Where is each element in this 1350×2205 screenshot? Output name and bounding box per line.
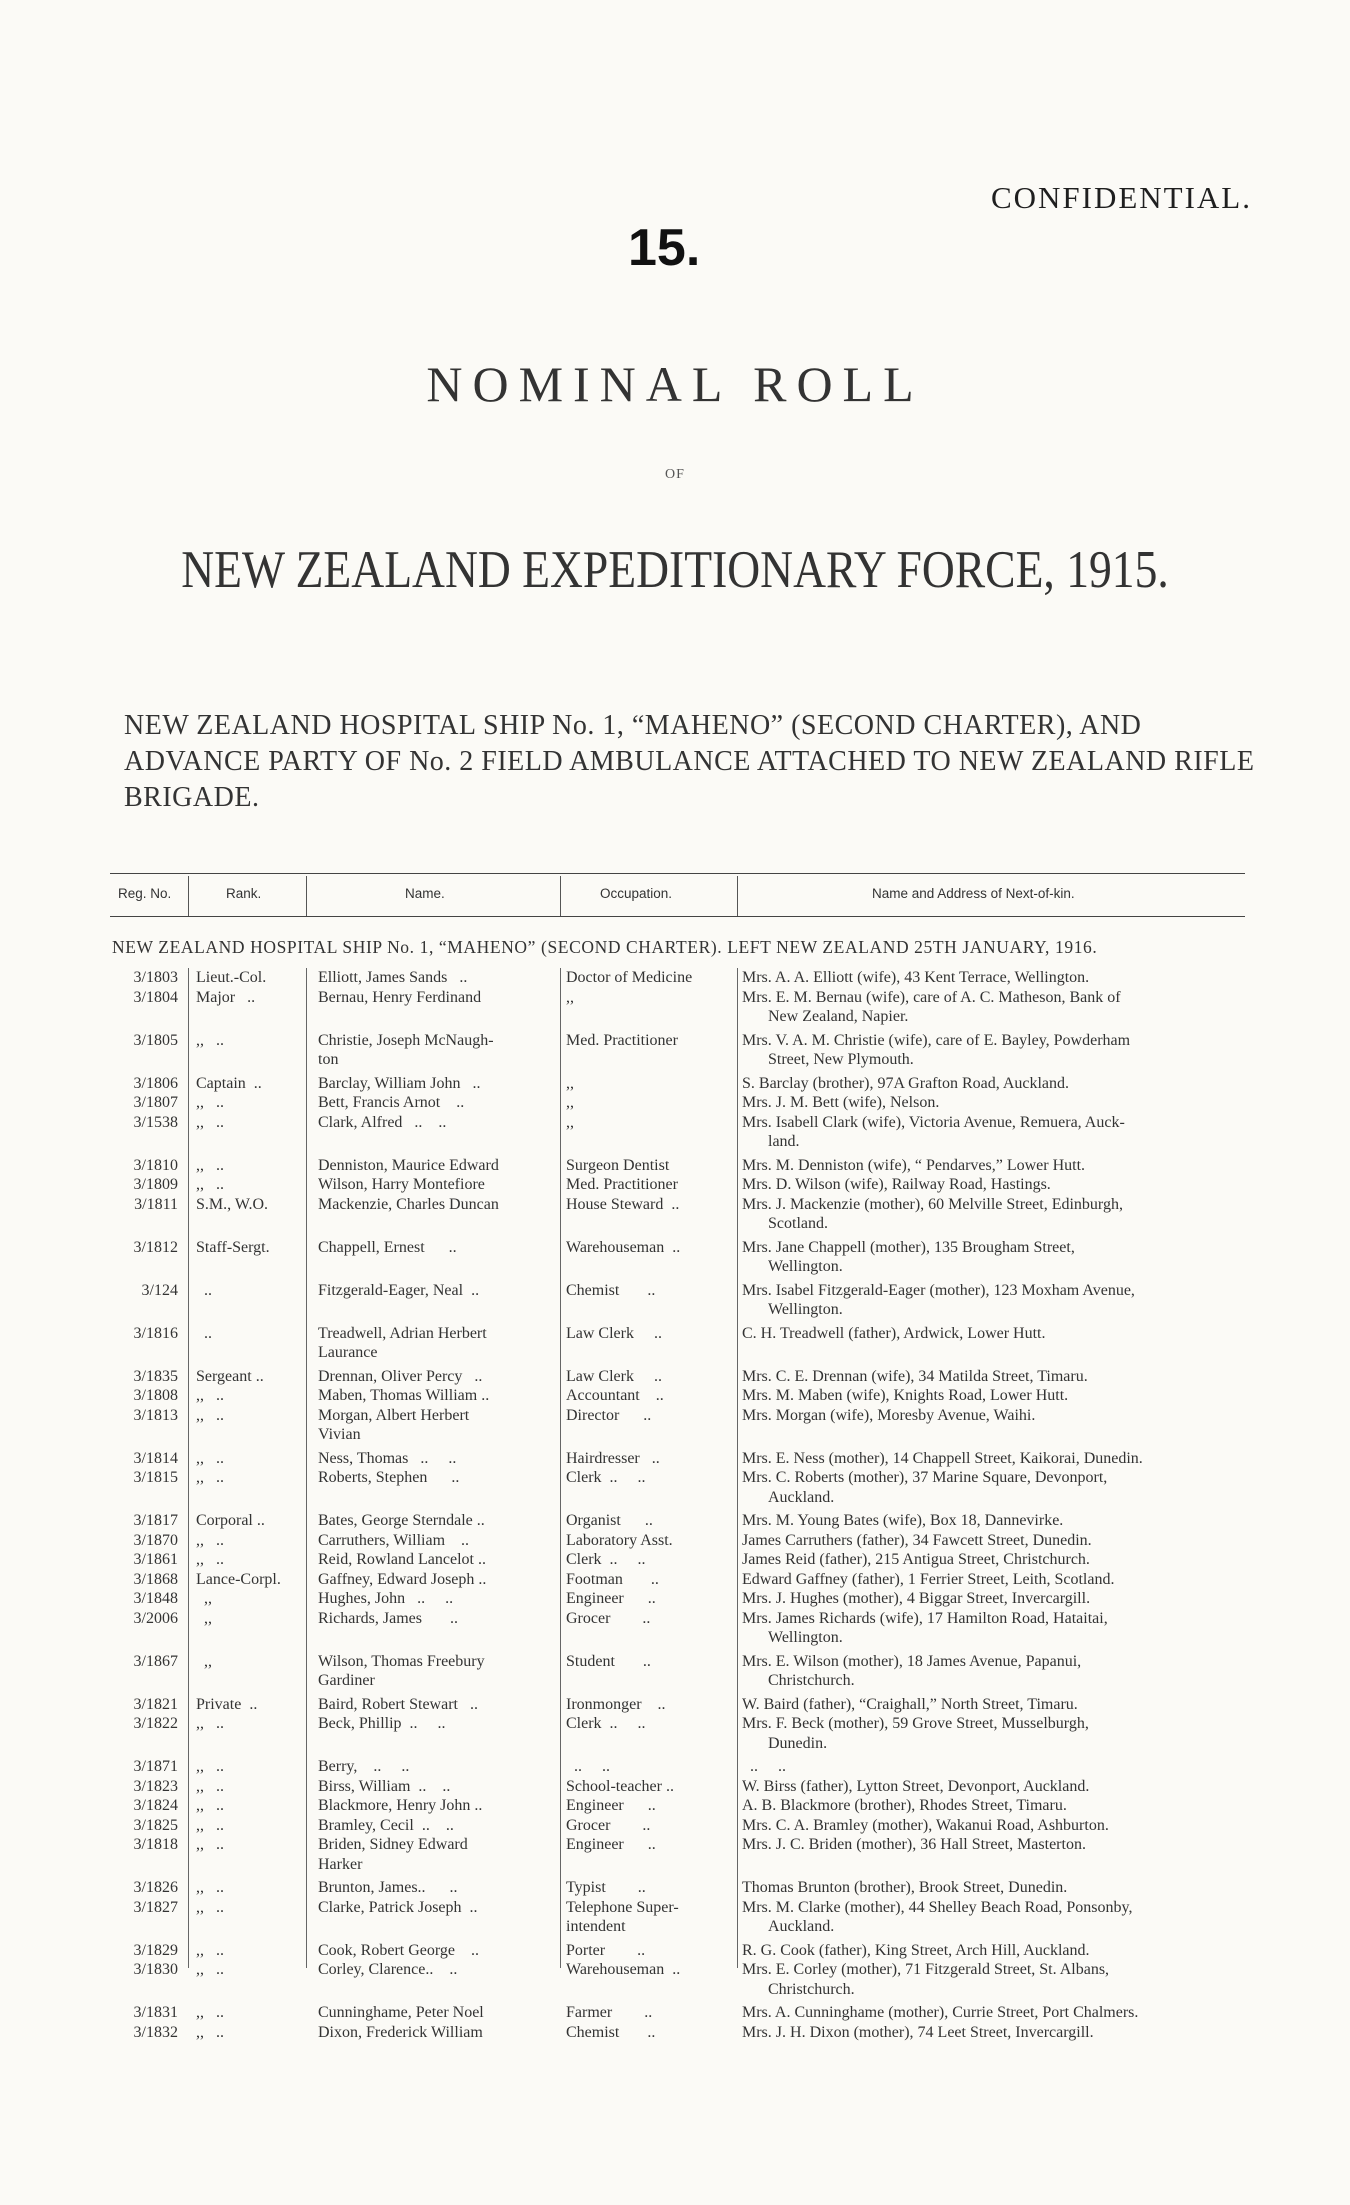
table-row <box>0 1695 1350 1715</box>
table-row <box>0 1324 1350 1344</box>
rank-cell: ,, .. <box>196 1758 224 1775</box>
rank-cell: ,, .. <box>196 1176 224 1193</box>
reg-number-cell: 3/1831 <box>133 2004 178 2021</box>
rank-cell: ,, .. <box>196 1469 224 1486</box>
occupation-cell: Grocer .. <box>566 1609 651 1627</box>
rank-cell: ,, .. <box>196 1961 224 1978</box>
rank-cell: ,, .. <box>196 1113 224 1131</box>
table-row <box>0 1156 1350 1176</box>
occupation-cell: Clerk .. .. <box>566 1715 646 1732</box>
reg-number-cell: 3/1808 <box>133 1387 178 1404</box>
occupation-cell: Farmer .. <box>566 2004 653 2021</box>
reg-number-cell: 3/1871 <box>133 1758 178 1775</box>
next-of-kin-cell: Mrs. J. Mackenzie (mother), 60 Melville Street, Edinburgh, <box>742 1195 1123 1213</box>
column-header-name: Name. <box>405 886 445 901</box>
rank-cell: ,, .. <box>196 1031 224 1049</box>
table-row-continuation <box>0 1132 1350 1152</box>
member-name-cell: Gardiner <box>318 1672 375 1689</box>
occupation-cell: Ironmonger .. <box>566 1695 666 1713</box>
rank-cell: ,, .. <box>196 1941 224 1959</box>
rank-cell: Lieut.-Col. <box>196 969 267 986</box>
occupation-cell: Med. Practitioner <box>566 1031 678 1049</box>
reg-number-cell: 3/1815 <box>133 1469 178 1486</box>
table-row <box>0 1468 1350 1488</box>
occupation-cell: Law Clerk .. <box>566 1367 662 1385</box>
rank-cell: ,, .. <box>196 1816 224 1834</box>
next-of-kin-cell: Mrs. E. Corley (mother), 71 Fitzgerald Street, St. Albans, <box>742 1961 1110 1978</box>
member-name-cell: Barclay, William John .. <box>318 1074 481 1092</box>
table-row <box>0 1816 1350 1836</box>
reg-number-cell: 3/1812 <box>133 1238 178 1256</box>
table-row-continuation <box>0 1343 1350 1363</box>
member-name-cell: Maben, Thomas William .. <box>318 1387 490 1404</box>
occupation-cell: Student .. <box>566 1652 651 1670</box>
member-name-cell: Chappell, Ernest .. <box>318 1238 457 1256</box>
next-of-kin-cell: Mrs. Isabell Clark (wife), Victoria Avenue, Remuera, Auck- <box>742 1113 1125 1131</box>
column-header-reg: Reg. No. <box>118 886 172 901</box>
table-row <box>0 1609 1350 1629</box>
table-row <box>0 1878 1350 1898</box>
header-divider <box>306 876 307 916</box>
reg-number-cell: 3/1822 <box>133 1715 178 1732</box>
rank-cell: ,, .. <box>196 1715 224 1732</box>
member-name-cell: Bernau, Henry Ferdinand <box>318 988 482 1006</box>
member-name-cell: Christie, Joseph McNaugh- <box>318 1031 494 1049</box>
table-row <box>0 1570 1350 1590</box>
rank-cell: ,, .. <box>196 1836 224 1853</box>
next-of-kin-cell: .. .. <box>742 1758 786 1775</box>
next-of-kin-cell: Wellington. <box>768 1301 843 1318</box>
next-of-kin-cell: Mrs. C. Roberts (mother), 37 Marine Square, Devonport, <box>742 1469 1108 1486</box>
rank-cell: ,, <box>196 1652 212 1670</box>
occupation-cell: Porter .. <box>566 1941 646 1959</box>
next-of-kin-cell: Wellington. <box>768 1629 843 1646</box>
rank-cell: Staff-Sergt. <box>196 1238 270 1256</box>
member-name-cell: Berry, .. .. <box>318 1758 410 1775</box>
table-row <box>0 1238 1350 1258</box>
rank-cell: ,, .. <box>196 1449 224 1467</box>
table-row <box>0 1835 1350 1855</box>
rank-cell: ,, .. <box>196 1797 224 1814</box>
table-row <box>0 2003 1350 2023</box>
table-row-continuation <box>0 1257 1350 1277</box>
member-name-cell: Richards, James .. <box>318 1609 458 1627</box>
table-row <box>0 968 1350 988</box>
rank-cell: ,, .. <box>196 2023 224 2041</box>
occupation-cell: Accountant .. <box>566 1387 664 1404</box>
occupation-cell: ,, <box>566 1074 574 1092</box>
table-row <box>0 1386 1350 1406</box>
member-name-cell: Blackmore, Henry John .. <box>318 1797 483 1814</box>
occupation-cell: ,, <box>566 1094 574 1111</box>
table-row <box>0 1796 1350 1816</box>
rank-cell: ,, .. <box>196 1406 224 1424</box>
next-of-kin-cell: Christchurch. <box>768 1980 855 1998</box>
next-of-kin-cell: C. H. Treadwell (father), Ardwick, Lower Hutt. <box>742 1324 1046 1342</box>
reg-number-cell: 3/1809 <box>133 1176 178 1193</box>
occupation-cell: .. .. <box>566 1758 610 1775</box>
reg-number-cell: 3/1807 <box>133 1094 178 1111</box>
rank-cell: ,, .. <box>196 1387 224 1404</box>
header-divider <box>560 876 561 916</box>
table-row-continuation <box>0 1488 1350 1508</box>
reg-number-cell: 3/1829 <box>133 1941 178 1959</box>
member-name-cell: Bates, George Sterndale .. <box>318 1512 485 1529</box>
reg-number-cell: 3/1806 <box>133 1074 178 1092</box>
reg-number-cell: 3/1861 <box>133 1551 178 1568</box>
occupation-cell: Warehouseman .. <box>566 1238 681 1256</box>
member-name-cell: Harker <box>318 1855 363 1873</box>
reg-number-cell: 3/1826 <box>133 1879 178 1896</box>
member-name-cell: Morgan, Albert Herbert <box>318 1406 470 1424</box>
member-name-cell: Baird, Robert Stewart .. <box>318 1695 478 1713</box>
member-name-cell: Treadwell, Adrian Herbert <box>318 1324 487 1342</box>
member-name-cell: Dixon, Frederick William <box>318 2023 483 2041</box>
occupation-cell: Law Clerk .. <box>566 1324 662 1342</box>
table-row-continuation <box>0 1917 1350 1937</box>
occupation-cell: Med. Practitioner <box>566 1176 678 1193</box>
reg-number-cell: 3/1825 <box>133 1816 178 1834</box>
column-header-occupation: Occupation. <box>600 886 673 901</box>
rank-cell: Private .. <box>196 1695 258 1713</box>
column-header-rank: Rank. <box>226 886 262 901</box>
occupation-cell: Telephone Super- <box>566 1898 679 1916</box>
next-of-kin-cell: Mrs. E. Wilson (mother), 18 James Avenue, Papanui, <box>742 1652 1082 1670</box>
reg-number-cell: 3/1867 <box>133 1652 178 1670</box>
table-header-bottom-rule <box>110 916 1245 917</box>
member-name-cell: Wilson, Harry Montefiore <box>318 1176 485 1193</box>
member-name-cell: Hughes, John .. .. <box>318 1590 454 1607</box>
member-name-cell: ton <box>318 1051 339 1068</box>
occupation-cell: Typist .. <box>566 1879 646 1896</box>
next-of-kin-cell: Mrs. Jane Chappell (mother), 135 Brougham Street, <box>742 1238 1075 1256</box>
table-row-continuation <box>0 1214 1350 1234</box>
next-of-kin-cell: Mrs. J. C. Briden (mother), 36 Hall Street, Masterton. <box>742 1836 1086 1853</box>
table-row-continuation <box>0 1855 1350 1875</box>
next-of-kin-cell: Thomas Brunton (brother), Brook Street, Dunedin. <box>742 1879 1068 1896</box>
next-of-kin-cell: Mrs. Morgan (wife), Moresby Avenue, Waihi. <box>742 1406 1036 1424</box>
reg-number-cell: 3/1810 <box>133 1156 178 1174</box>
nominal-roll-table <box>0 968 1350 2042</box>
occupation-cell: intendent <box>566 1918 626 1935</box>
rank-cell: Captain .. <box>196 1074 262 1092</box>
table-row <box>0 1960 1350 1980</box>
confidential-label: CONFIDENTIAL. <box>990 180 1252 215</box>
next-of-kin-cell: Mrs. A. Cunninghame (mother), Currie Street, Port Chalmers. <box>742 2004 1139 2021</box>
force-title: NEW ZEALAND EXPEDITIONARY FORCE, 1915. <box>181 541 1169 599</box>
occupation-cell: ,, <box>566 1113 574 1131</box>
table-row <box>0 1589 1350 1609</box>
occupation-cell: House Steward .. <box>566 1195 680 1213</box>
reg-number-cell: 3/1816 <box>133 1324 178 1342</box>
rank-cell: Corporal .. <box>196 1512 265 1529</box>
reg-number-cell: 3/1805 <box>133 1031 178 1049</box>
member-name-cell: Laurance <box>318 1344 378 1361</box>
rank-cell: .. <box>196 1281 212 1299</box>
next-of-kin-cell: Wellington. <box>768 1258 843 1275</box>
rank-cell: ,, .. <box>196 1879 224 1896</box>
occupation-cell: Hairdresser .. <box>566 1449 660 1467</box>
rank-cell: ,, .. <box>196 1898 224 1916</box>
reg-number-cell: 3/1870 <box>133 1531 178 1549</box>
occupation-cell: Footman .. <box>566 1570 659 1588</box>
next-of-kin-cell: S. Barclay (brother), 97A Grafton Road, Auckland. <box>742 1074 1070 1092</box>
member-name-cell: Drennan, Oliver Percy .. <box>318 1367 483 1385</box>
member-name-cell: Cunninghame, Peter Noel <box>318 2004 484 2021</box>
occupation-cell: Chemist .. <box>566 1281 656 1299</box>
member-name-cell: Beck, Phillip .. .. <box>318 1715 446 1732</box>
rank-cell: .. <box>196 1324 212 1342</box>
next-of-kin-cell: W. Birss (father), Lytton Street, Devonport, Auckland. <box>742 1777 1090 1795</box>
occupation-cell: Engineer .. <box>566 1797 656 1814</box>
rank-cell: Major .. <box>196 988 256 1006</box>
table-row <box>0 1714 1350 1734</box>
member-name-cell: Vivian <box>318 1426 361 1443</box>
next-of-kin-cell: Dunedin. <box>768 1734 828 1752</box>
next-of-kin-cell: Mrs. James Richards (wife), 17 Hamilton Road, Hataitai, <box>742 1609 1108 1627</box>
rank-cell: Lance-Corpl. <box>196 1570 281 1588</box>
next-of-kin-cell: Mrs. E. M. Bernau (wife), care of A. C. Matheson, Bank of <box>742 988 1121 1006</box>
reg-number-cell: 3/1830 <box>133 1961 178 1978</box>
table-row <box>0 1449 1350 1469</box>
member-name-cell: Carruthers, William .. <box>318 1531 470 1549</box>
next-of-kin-cell: New Zealand, Napier. <box>768 1008 909 1025</box>
header-divider <box>737 876 738 916</box>
next-of-kin-cell: James Carruthers (father), 34 Fawcett Street, Dunedin. <box>742 1531 1092 1549</box>
occupation-cell: Engineer .. <box>566 1836 656 1853</box>
table-row <box>0 1941 1350 1961</box>
member-name-cell: Reid, Rowland Lancelot .. <box>318 1551 486 1568</box>
reg-number-cell: 3/124 <box>141 1281 178 1299</box>
member-name-cell: Mackenzie, Charles Duncan <box>318 1195 499 1213</box>
unit-description: NEW ZEALAND HOSPITAL SHIP No. 1, “MAHENO” (SECOND CHARTER), AND ADVANCE PARTY OF No. 2 FIELD AMBULANCE ATTACHED TO NEW ZEALAND RIFLE BRIGADE. <box>124 710 1255 813</box>
next-of-kin-cell: Christchurch. <box>768 1672 855 1689</box>
section-heading: NEW ZEALAND HOSPITAL SHIP No. 1, “MAHENO” (SECOND CHARTER). LEFT NEW ZEALAND 25TH JANUARY, 1916. <box>112 937 1098 957</box>
table-row-continuation <box>0 1671 1350 1691</box>
member-name-cell: Corley, Clarence.. .. <box>318 1961 458 1978</box>
next-of-kin-cell: Mrs. E. Ness (mother), 14 Chappell Street, Kaikorai, Dunedin. <box>742 1449 1143 1467</box>
member-name-cell: Ness, Thomas .. .. <box>318 1449 457 1467</box>
occupation-cell: Organist .. <box>566 1512 653 1529</box>
reg-number-cell: 3/1813 <box>133 1406 178 1424</box>
reg-number-cell: 3/1818 <box>133 1836 178 1853</box>
member-name-cell: Bramley, Cecil .. .. <box>318 1816 454 1834</box>
rank-cell: ,, <box>196 1609 212 1627</box>
next-of-kin-cell: Edward Gaffney (father), 1 Ferrier Street, Leith, Scotland. <box>742 1570 1115 1588</box>
next-of-kin-cell: Street, New Plymouth. <box>768 1051 914 1068</box>
member-name-cell: Gaffney, Edward Joseph .. <box>318 1570 487 1588</box>
reg-number-cell: 3/2006 <box>133 1609 178 1627</box>
member-name-cell: Clark, Alfred .. .. <box>318 1113 447 1131</box>
next-of-kin-cell: Mrs. A. A. Elliott (wife), 43 Kent Terrace, Wellington. <box>742 969 1090 986</box>
occupation-cell: Surgeon Dentist <box>566 1156 670 1174</box>
rank-cell: Sergeant .. <box>196 1367 264 1385</box>
next-of-kin-cell: R. G. Cook (father), King Street, Arch Hill, Auckland. <box>742 1941 1090 1959</box>
table-row <box>0 1511 1350 1531</box>
reg-number-cell: 3/1824 <box>133 1797 178 1814</box>
rank-cell: ,, .. <box>196 2004 224 2021</box>
next-of-kin-cell: Mrs. M. Maben (wife), Knights Road, Lower Hutt. <box>742 1387 1069 1404</box>
occupation-cell: Warehouseman .. <box>566 1961 681 1978</box>
reg-number-cell: 3/1817 <box>133 1512 178 1529</box>
table-row <box>0 1281 1350 1301</box>
next-of-kin-cell: Mrs. J. Hughes (mother), 4 Biggar Street, Invercargill. <box>742 1590 1091 1607</box>
rank-cell: ,, .. <box>196 1777 224 1795</box>
next-of-kin-cell: James Reid (father), 215 Antigua Street, Christchurch. <box>742 1551 1090 1568</box>
occupation-cell: Director .. <box>566 1406 652 1424</box>
reg-number-cell: 3/1823 <box>133 1777 178 1795</box>
member-name-cell: Fitzgerald-Eager, Neal .. <box>318 1281 480 1299</box>
next-of-kin-cell: Mrs. M. Clarke (mother), 44 Shelley Beach Road, Ponsonby, <box>742 1898 1133 1916</box>
reg-number-cell: 3/1832 <box>133 2023 178 2041</box>
table-row-continuation <box>0 1300 1350 1320</box>
page-number: 15. <box>628 219 701 277</box>
reg-number-cell: 3/1804 <box>133 988 178 1006</box>
next-of-kin-cell: Mrs. F. Beck (mother), 59 Grove Street, Musselburgh, <box>742 1715 1089 1732</box>
next-of-kin-cell: Mrs. J. H. Dixon (mother), 74 Leet Street, Invercargill. <box>742 2023 1094 2041</box>
reg-number-cell: 3/1821 <box>133 1695 178 1713</box>
member-name-cell: Briden, Sidney Edward <box>318 1836 468 1853</box>
table-row <box>0 1113 1350 1133</box>
occupation-cell: Doctor of Medicine <box>566 969 693 986</box>
table-row <box>0 1757 1350 1777</box>
of-label: OF <box>665 467 685 482</box>
table-row <box>0 2023 1350 2043</box>
rank-cell: ,, .. <box>196 1551 224 1568</box>
member-name-cell: Roberts, Stephen .. <box>318 1469 460 1486</box>
next-of-kin-cell: Mrs. C. A. Bramley (mother), Wakanui Road, Ashburton. <box>742 1816 1109 1834</box>
table-row <box>0 1406 1350 1426</box>
table-row <box>0 1652 1350 1672</box>
reg-number-cell: 3/1835 <box>133 1367 178 1385</box>
reg-number-cell: 3/1827 <box>133 1898 178 1916</box>
table-row <box>0 1898 1350 1918</box>
table-row <box>0 1531 1350 1551</box>
next-of-kin-cell: Mrs. D. Wilson (wife), Railway Road, Hastings. <box>742 1176 1051 1193</box>
next-of-kin-cell: Mrs. C. E. Drennan (wife), 34 Matilda Street, Timaru. <box>742 1367 1088 1385</box>
table-row-continuation <box>0 1980 1350 2000</box>
reg-number-cell: 3/1803 <box>133 969 178 986</box>
table-row <box>0 1031 1350 1051</box>
next-of-kin-cell: Mrs. M. Denniston (wife), “ Pendarves,” Lower Hutt. <box>742 1156 1086 1174</box>
table-row-continuation <box>0 1628 1350 1648</box>
reg-number-cell: 3/1848 <box>133 1590 178 1607</box>
table-row-continuation <box>0 1007 1350 1027</box>
column-header-next-of-kin: Name and Address of Next-of-kin. <box>872 886 1075 901</box>
occupation-cell: Clerk .. .. <box>566 1551 646 1568</box>
member-name-cell: Clarke, Patrick Joseph .. <box>318 1898 478 1916</box>
table-row <box>0 1093 1350 1113</box>
table-row-continuation <box>0 1050 1350 1070</box>
next-of-kin-cell: land. <box>768 1133 800 1150</box>
member-name-cell: Brunton, James.. .. <box>318 1879 458 1896</box>
member-name-cell: Cook, Robert George .. <box>318 1941 480 1959</box>
next-of-kin-cell: Auckland. <box>768 1918 835 1935</box>
table-row <box>0 1195 1350 1215</box>
table-row <box>0 1175 1350 1195</box>
occupation-cell: ,, <box>566 988 574 1006</box>
member-name-cell: Bett, Francis Arnot .. <box>318 1094 465 1111</box>
table-row <box>0 1550 1350 1570</box>
member-name-cell: Denniston, Maurice Edward <box>318 1156 499 1174</box>
rank-cell: ,, .. <box>196 1531 224 1549</box>
table-row-continuation <box>0 1425 1350 1445</box>
next-of-kin-cell: Mrs. J. M. Bett (wife), Nelson. <box>742 1094 940 1111</box>
page-title: NOMINAL ROLL <box>426 356 924 412</box>
reg-number-cell: 3/1814 <box>133 1449 178 1467</box>
occupation-cell: Clerk .. .. <box>566 1469 646 1486</box>
reg-number-cell: 3/1868 <box>133 1570 178 1588</box>
reg-number-cell: 3/1811 <box>134 1195 178 1213</box>
occupation-cell: Chemist .. <box>566 2023 656 2041</box>
table-row-continuation <box>0 1734 1350 1754</box>
rank-cell: ,, <box>196 1590 212 1607</box>
member-name-cell: Birss, William .. .. <box>318 1777 451 1795</box>
occupation-cell: Grocer .. <box>566 1816 651 1834</box>
next-of-kin-cell: A. B. Blackmore (brother), Rhodes Street, Timaru. <box>742 1797 1067 1814</box>
table-row <box>0 1777 1350 1797</box>
next-of-kin-cell: Auckland. <box>768 1488 835 1506</box>
occupation-cell: School-teacher .. <box>566 1777 674 1795</box>
reg-number-cell: 3/1538 <box>133 1113 178 1131</box>
next-of-kin-cell: Mrs. V. A. M. Christie (wife), care of E. Bayley, Powderham <box>742 1031 1131 1049</box>
header-divider <box>188 876 189 916</box>
rank-cell: S.M., W.O. <box>196 1195 269 1213</box>
rank-cell: ,, .. <box>196 1094 224 1111</box>
next-of-kin-cell: W. Baird (father), “Craighall,” North Street, Timaru. <box>742 1695 1078 1713</box>
next-of-kin-cell: Mrs. Isabel Fitzgerald-Eager (mother), 123 Moxham Avenue, <box>742 1281 1135 1299</box>
next-of-kin-cell: Mrs. M. Young Bates (wife), Box 18, Dannevirke. <box>742 1512 1064 1529</box>
occupation-cell: Laboratory Asst. <box>566 1531 673 1549</box>
occupation-cell: Engineer .. <box>566 1590 656 1607</box>
table-row <box>0 988 1350 1008</box>
table-header-top-rule <box>110 873 1245 874</box>
rank-cell: ,, .. <box>196 1156 224 1174</box>
member-name-cell: Elliott, James Sands .. <box>318 969 468 986</box>
member-name-cell: Wilson, Thomas Freebury <box>318 1652 485 1670</box>
table-row <box>0 1367 1350 1387</box>
next-of-kin-cell: Scotland. <box>768 1215 828 1232</box>
table-row <box>0 1074 1350 1094</box>
